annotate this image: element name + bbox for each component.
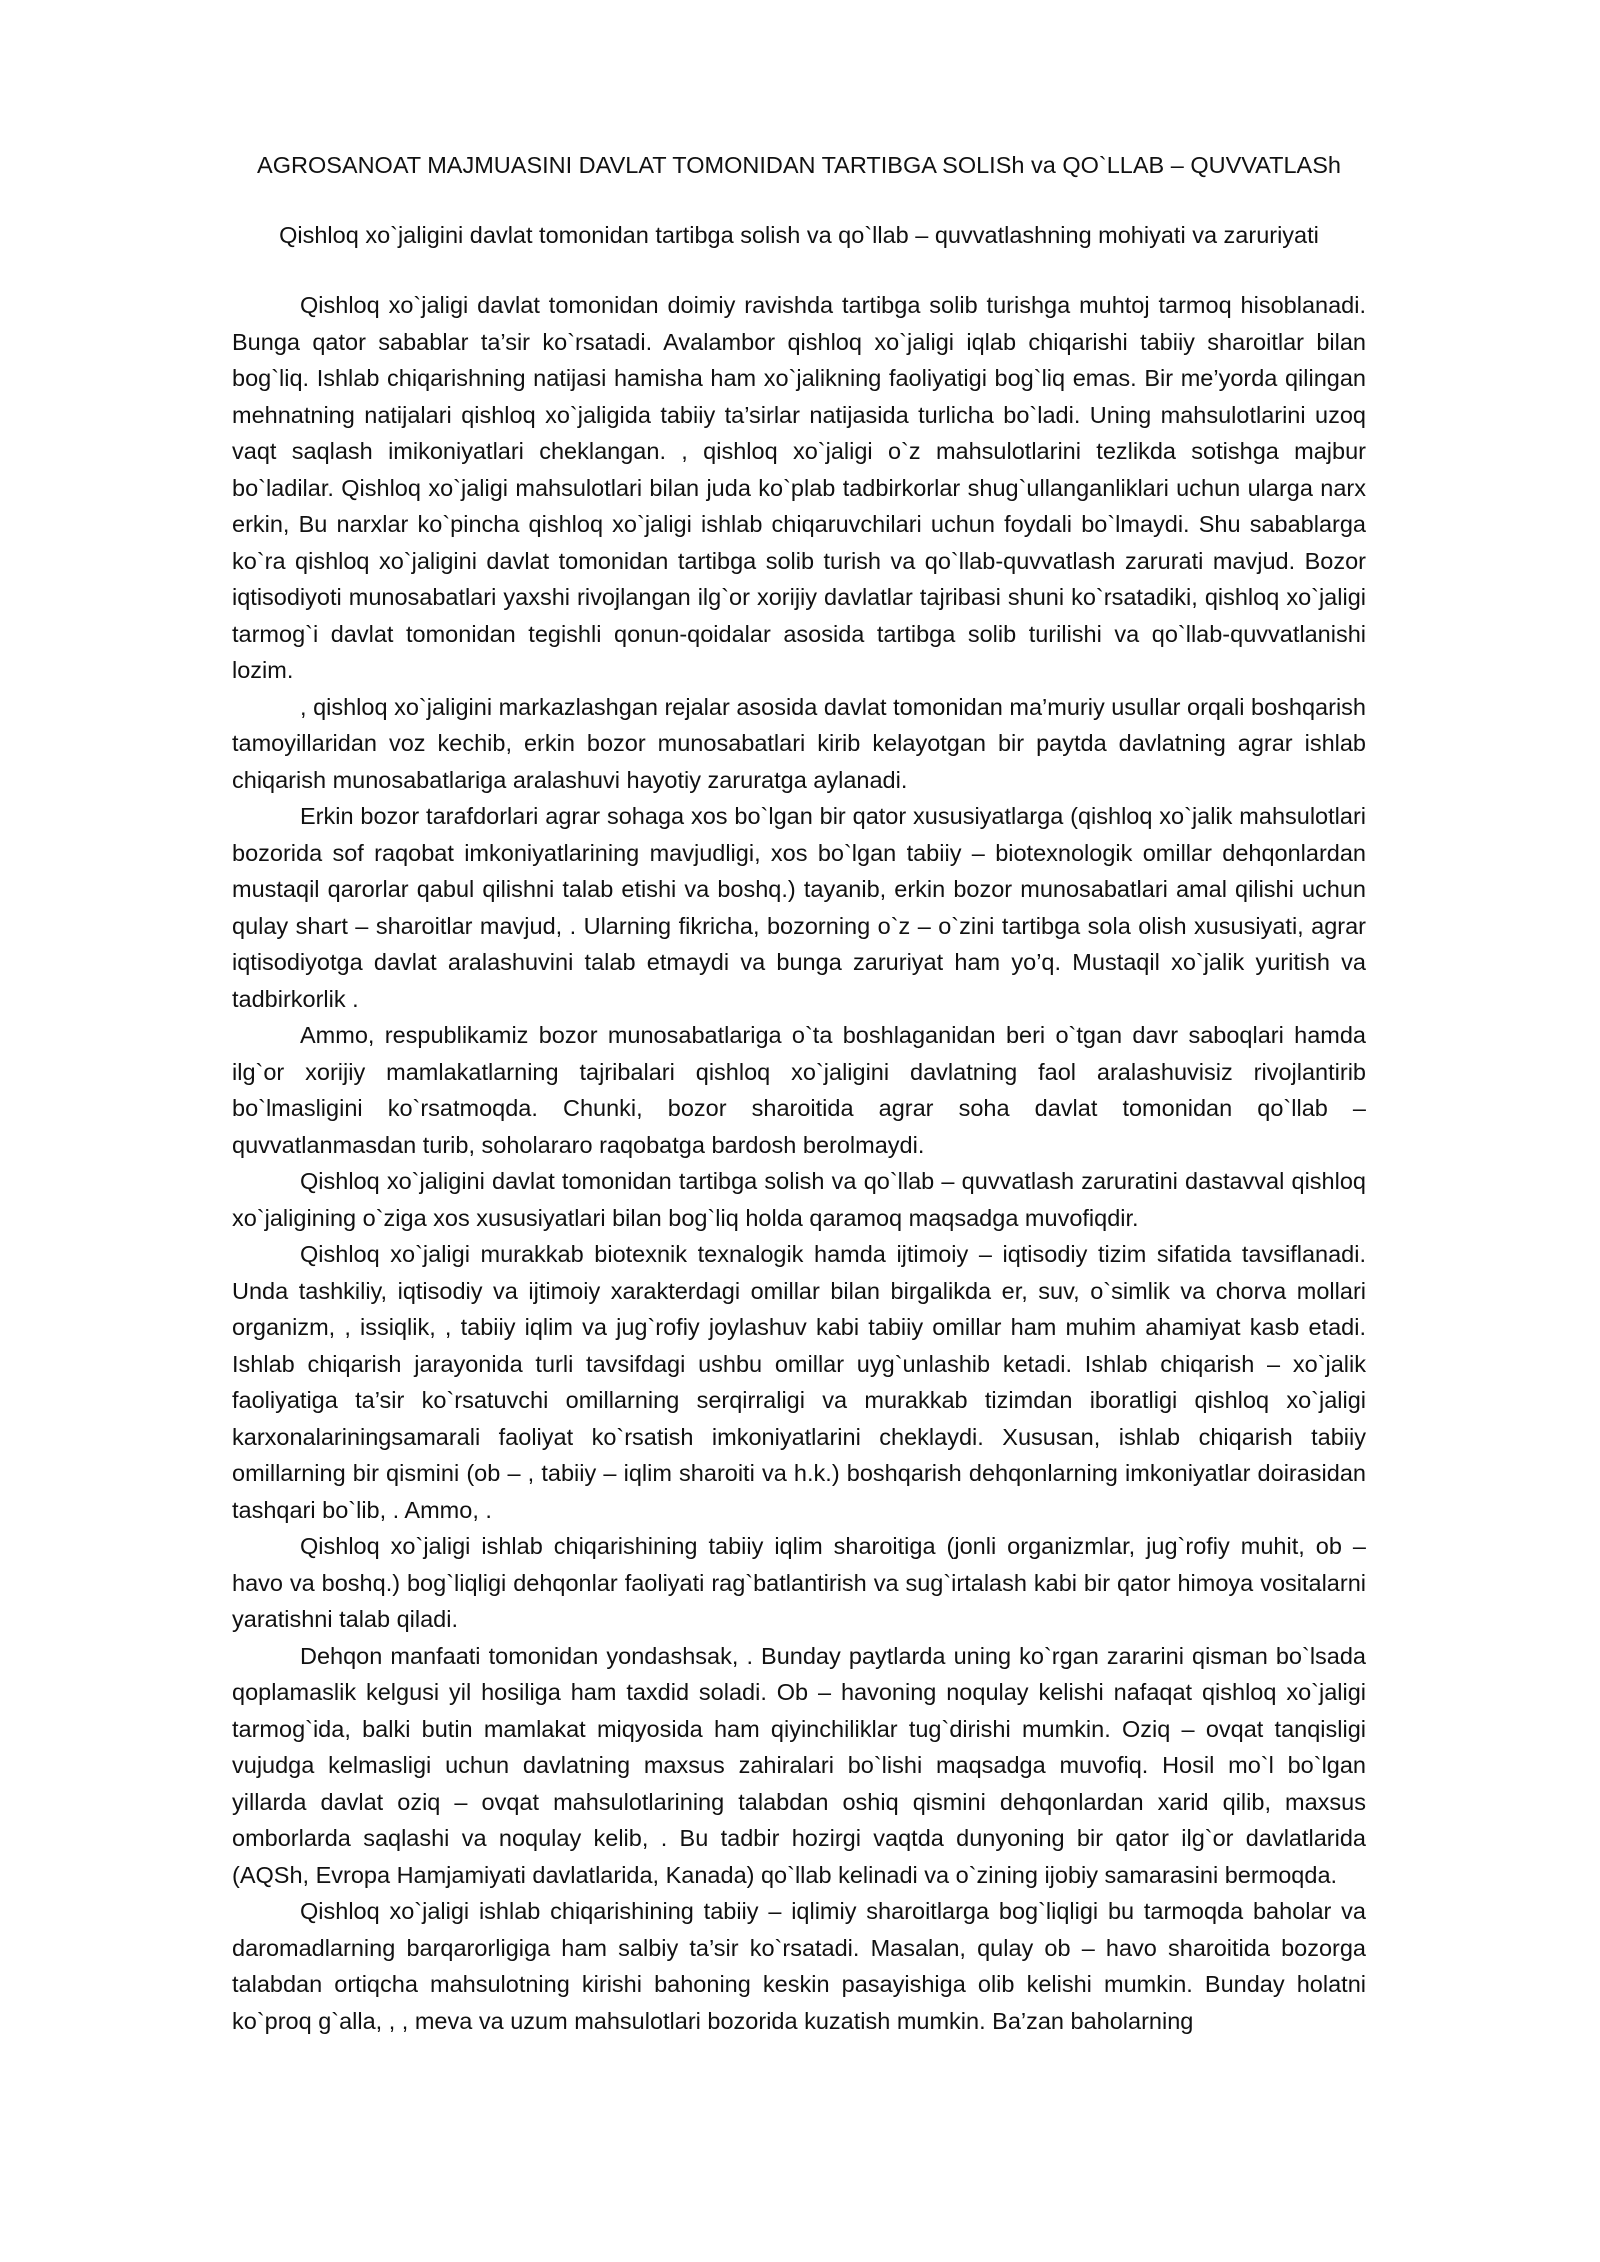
paragraph-9: Qishloq xo`jaligi ishlab chiqarishining tabiiy – iqlimiy sharoitlarga bog`liqligi bu tarmoqda baholar va daromadlarning barqarorligiga ham salbiy ta’sir ko`rsatadi. Masalan, qulay ob – havo sharoitida bozorga talabdan ortiqcha mahsulotning kirishi bahoning keskin pasayishiga olib kelishi mumkin. Bunday holatni ko`proq g`alla, , , meva va uzum mahsulotlari bozorida kuzatish mumkin. Ba’zan baholarning (232, 1898, 1366, 2034)
document-title: AGROSANOAT MAJMUASINI DAVLAT TOMONIDAN TARTIBGA SOLISh va QO`LLAB – QUVVATLASh (257, 152, 1341, 178)
paragraph-6: Qishloq xo`jaligi murakkab biotexnik texnalogik hamda ijtimoiy – iqtisodiy tizim sifatida tavsiflanadi. Unda tashkiliy, iqtisodiy va ijtimoiy xarakterdagi omillar bilan birgalikda er, suv, o`simlik va chorva mollari organizm, , issiqlik, , tabiiy iqlim va jug`rofiy joylashuv kabi tabiiy omillar ham muhim ahamiyat kasb etadi. Ishlab chiqarish jarayonida turli tavsifdagi ushbu omillar uyg`unlashib ketadi. Ishlab chiqarish – xo`jalik faoliyatiga ta’sir ko`rsatuvchi omillarning serqirraligi va murakkab tizimdan iboratligi qishloq xo`jaligi karxonalariningsamarali faoliyat ko`rsatish imkoniyatlarini cheklaydi. Xususan, ishlab chiqarish tabiiy omillarning bir qismini (ob – , tabiiy – iqlim sharoiti va h.k.) boshqarish dehqonlarning imkoniyatlar doirasidan tashqari bo`lib, . Ammo, . (232, 1241, 1366, 1523)
document-body (232, 148, 1366, 2039)
document-subtitle: Qishloq xo`jaligini davlat tomonidan tartibga solish va qo`llab – quvvatlashning mohiyati va zaruriyati (279, 222, 1319, 248)
paragraph-3: Erkin bozor tarafdorlari agrar sohaga xos bo`lgan bir qator xususiyatlarga (qishloq xo`jalik mahsulotlari bozorida sof raqobat imkoniyatlarining mavjudligi, xos bo`lgan tabiiy – biotexnologik omillar dehqonlardan mustaqil qarorlar qabul qilishni talab etishi va boshq.) tayanib, erkin bozor munosabatlari amal qilishi uchun qulay shart – sharoitlar mavjud, . Ularning fikricha, bozorning o`z – o`zini tartibga sola olish xususiyati, agrar iqtisodiyotga davlat aralashuvini talab etmaydi va bunga zaruriyat ham yo’q. Mustaqil xo`jalik yuritish va tadbirkorlik . (232, 803, 1366, 1012)
paragraph-1: Qishloq xo`jaligi davlat tomonidan doimiy ravishda tartibga solib turishga muhtoj tarmoq hisoblanadi. Bunga qator sabablar ta’sir ko`rsatadi. Avalambor qishloq xo`jaligi iqlab chiqarishi tabiiy sharoitlar bilan bog`liq. Ishlab chiqarishning natijasi hamisha ham xo`jalikning faoliyatigi bog`liq emas. Bir me’yorda qilingan mehnatning natijalari qishloq xo`jaligida tabiiy ta’sirlar natijasida turlicha bo`ladi. Uning mahsulotlarini uzoq vaqt saqlash imikoniyatlari cheklangan. , qishloq xo`jaligi o`z mahsulotlarini tezlikda sotishga majbur bo`ladilar. Qishloq xo`jaligi mahsulotlari bilan juda ko`plab tadbirkorlar shug`ullanganliklari uchun ularga narx erkin, Bu narxlar ko`pincha qishloq xo`jaligi ishlab chiqaruvchilari uchun foydali bo`lmaydi. Shu sabablarga ko`ra qishloq xo`jaligini davlat tomonidan tartibga solib turish va qo`llab-quvvatlash zarurati mavjud. Bozor iqtisodiyoti munosabatlari yaxshi rivojlangan ilg`or xorijiy davlatlar tajribasi shuni ko`rsatadiki, qishloq xo`jaligi tarmog`i davlat tomonidan tegishli qonun-qoidalar asosida tartibga solib turilishi va qo`llab-quvvatlanishi lozim. (232, 292, 1366, 683)
paragraph-4: Ammo, respublikamiz bozor munosabatlariga o`ta boshlaganidan beri o`tgan davr saboqlari hamda ilg`or xorijiy mamlakatlarning tajribalari qishloq xo`jaligini davlatning faol aralashuvisiz rivojlantirib bo`lmasligini ko`rsatmoqda. Chunki, bozor sharoitida agrar soha davlat tomonidan qo`llab – quvvatlanmasdan turib, soholararo raqobatga bardosh berolmaydi. (232, 1022, 1366, 1158)
paragraph-5: Qishloq xo`jaligini davlat tomonidan tartibga solish va qo`llab – quvvatlash zaruratini dastavval qishloq xo`jaligining o`ziga xos xususiyatlari bilan bog`liq holda qaramoq maqsadga muvofiqdir. (232, 1168, 1366, 1231)
paragraph-8: Dehqon manfaati tomonidan yondashsak, . Bunday paytlarda uning ko`rgan zararini qisman bo`lsada qoplamaslik kelgusi yil hosiliga ham taxdid soladi. Ob – havoning noqulay kelishi nafaqat qishloq xo`jaligi tarmog`ida, balki butin mamlakat miqyosida ham qiyinchiliklar tug`dirishi mumkin. Oziq – ovqat tanqisligi vujudga kelmasligi uchun davlatning maxsus zahiralari bo`lishi maqsadga muvofiq. Hosil mo`l bo`lgan yillarda davlat oziq – ovqat mahsulotlarining talabdan oshiq qismini dehqonlardan xarid qilib, maxsus omborlarda saqlashi va noqulay kelib, . Bu tadbir hozirgi vaqtda dunyoning bir qator ilg`or davlatlarida (AQSh, Evropa Hamjamiyati davlatlarida, Kanada) qo`llab kelinadi va o`zining ijobiy samarasini bermoqda. (232, 1642, 1366, 1888)
paragraph-2: , qishloq xo`jaligini markazlashgan rejalar asosida davlat tomonidan ma’muriy usullar orqali boshqarish tamoyillaridan voz kechib, erkin bozor munosabatlari kirib kelayotgan bir paytda davlatning agrar ishlab chiqarish munosabatlariga aralashuvi hayotiy zaruratga aylanadi. (232, 693, 1366, 793)
paragraph-7: Qishloq xo`jaligi ishlab chiqarishining tabiiy iqlim sharoitiga (jonli organizmlar, jug`rofiy muhit, ob – havo va boshq.) bog`liqligi dehqonlar faoliyati rag`batlantirish va sug`irtalash kabi bir qator himoya vositalarni yaratishni talab qiladi. (232, 1533, 1366, 1632)
